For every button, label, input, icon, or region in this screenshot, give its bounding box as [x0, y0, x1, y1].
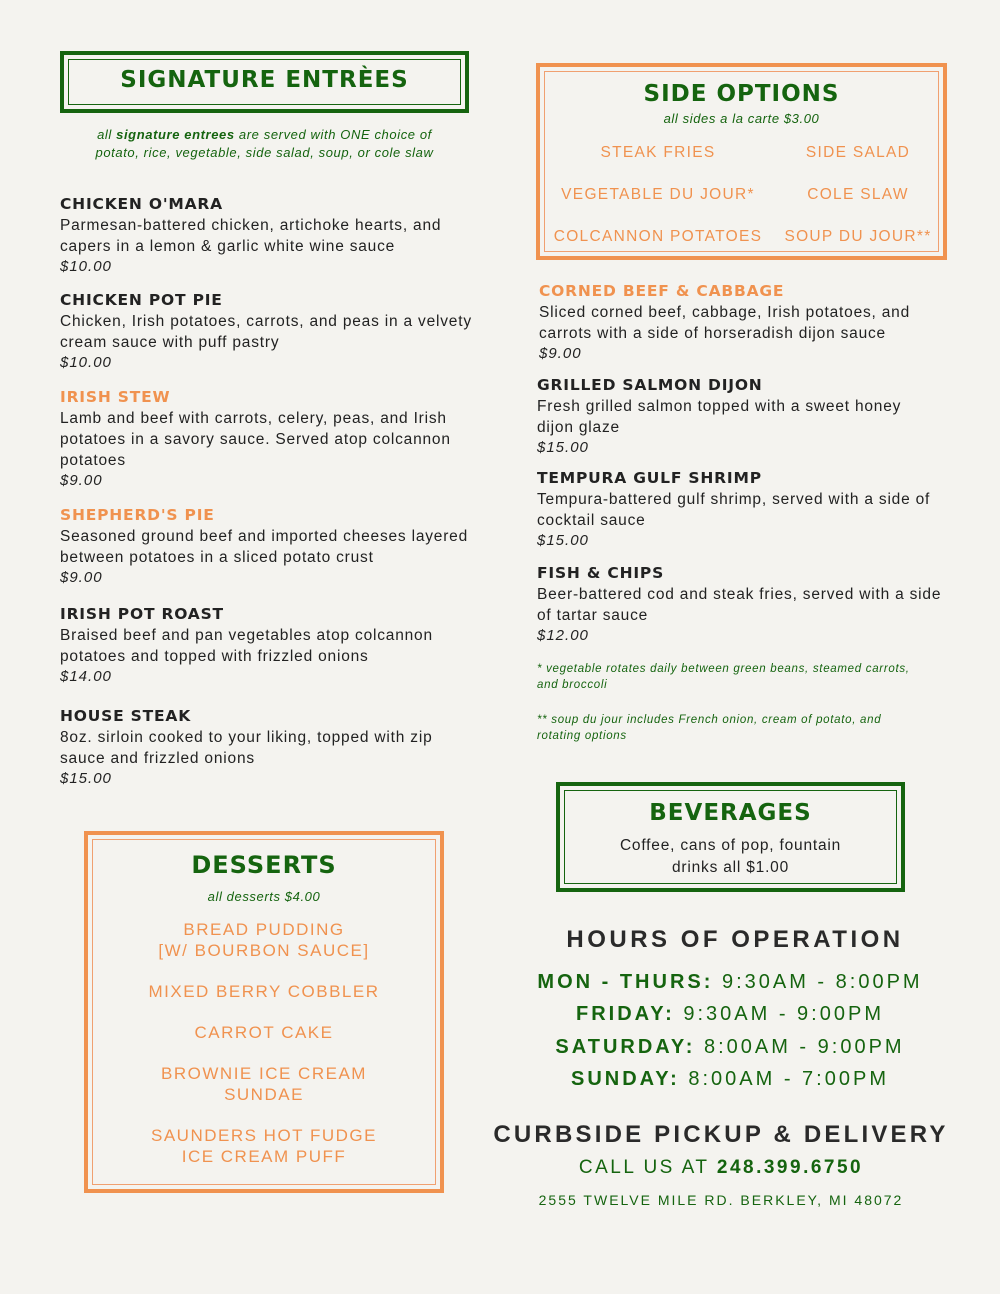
beverages-text: Coffee, cans of pop, fountain drinks all $1.00 [619, 837, 842, 876]
desserts-note: all desserts $4.00 [207, 889, 321, 904]
side-item: SIDE SALAD [805, 144, 911, 161]
item-price: $10.00 [60, 258, 112, 275]
item-description: Lamb and beef with carrots, celery, peas, and Irish potatoes in a savory sauce. Served atop colcannon potatoes [60, 410, 451, 469]
hours-title: HOURS OF OPERATION [566, 926, 904, 953]
side-options-note: all sides a la carte $3.00 [663, 111, 820, 126]
item-name: IRISH POT ROAST [60, 605, 224, 623]
item-name: CHICKEN O'MARA [60, 195, 223, 213]
item-description: Chicken, Irish potatoes, carrots, and peas in a velvety cream sauce with puff pastry [60, 313, 472, 351]
item-price: $10.00 [60, 354, 112, 371]
menu-item [60, 505, 480, 587]
menu-item [60, 706, 480, 788]
dessert-item: BROWNIE ICE CREAM SUNDAE [161, 1064, 367, 1104]
item-price: $9.00 [60, 569, 103, 586]
beverages-title: BEVERAGES [649, 800, 812, 826]
item-price: $15.00 [537, 439, 589, 456]
item-price: $15.00 [60, 770, 112, 787]
menu-item [60, 387, 480, 490]
item-description: Parmesan-battered chicken, artichoke hearts, and capers in a lemon & garlic white wine sauce [60, 217, 442, 255]
side-item: STEAK FRIES [600, 144, 716, 161]
item-price: $9.00 [539, 345, 582, 362]
beverages-box [556, 782, 905, 892]
menu-item [60, 194, 480, 276]
hours-row: SUNDAY: 8:00AM - 7:00PM [571, 1068, 889, 1090]
item-name: GRILLED SALMON DIJON [537, 376, 763, 394]
address: 2555 TWELVE MILE RD. BERKLEY, MI 48072 [538, 1192, 904, 1208]
item-name: IRISH STEW [60, 388, 171, 406]
hours-row: FRIDAY: 9:30AM - 9:00PM [576, 1003, 884, 1025]
item-name: HOUSE STEAK [60, 707, 192, 725]
item-description: Seasoned ground beef and imported cheeses layered between potatoes in a sliced potato crust [60, 528, 469, 566]
item-description: Sliced corned beef, cabbage, Irish potatoes, and carrots with a side of horseradish dijon sauce [539, 304, 911, 342]
item-description: Fresh grilled salmon topped with a sweet honey dijon glaze [537, 398, 902, 436]
menu-item [537, 468, 947, 550]
item-description: 8oz. sirloin cooked to your liking, topped with zip sauce and frizzled onions [60, 729, 433, 767]
item-name: TEMPURA GULF SHRIMP [537, 469, 762, 487]
item-name: CORNED BEEF & CABBAGE [539, 282, 785, 300]
call-us-line: CALL US AT 248.399.6750 [578, 1157, 864, 1178]
menu-item [537, 375, 947, 457]
item-price: $12.00 [537, 627, 589, 644]
phone-number[interactable]: 248.399.6750 [716, 1157, 864, 1178]
soup-footnote: ** soup du jour includes French onion, cream of potato, and rotating options [537, 714, 882, 742]
vegetable-footnote: * vegetable rotates daily between green beans, steamed carrots, and broccoli [537, 663, 910, 691]
item-name: FISH & CHIPS [537, 564, 665, 582]
signature-entrees-box [60, 51, 469, 113]
menu-item [60, 604, 480, 686]
menu-item [60, 290, 480, 372]
menu-item [539, 281, 949, 363]
item-price: $9.00 [60, 472, 103, 489]
desserts-title: DESSERTS [191, 851, 337, 879]
curbside-title: CURBSIDE PICKUP & DELIVERY [493, 1121, 949, 1148]
hours-row: MON - THURS: 9:30AM - 8:00PM [537, 971, 923, 993]
side-item: SOUP DU JOUR** [784, 228, 932, 245]
dessert-item: SAUNDERS HOT FUDGE ICE CREAM PUFF [151, 1126, 377, 1166]
item-description: Beer-battered cod and steak fries, served with a side of tartar sauce [537, 586, 942, 624]
item-price: $15.00 [537, 532, 589, 549]
hours-row: SATURDAY: 8:00AM - 9:00PM [555, 1036, 905, 1058]
signature-entrees-title: SIGNATURE ENTRÈES [120, 67, 409, 93]
dessert-item: MIXED BERRY COBBLER [148, 982, 380, 1001]
item-description: Braised beef and pan vegetables atop colcannon potatoes and topped with frizzled onions [60, 627, 433, 665]
side-item: COLE SLAW [807, 186, 909, 203]
side-item: COLCANNON POTATOES [553, 228, 763, 245]
item-price: $14.00 [60, 668, 112, 685]
item-name: SHEPHERD'S PIE [60, 506, 215, 524]
signature-entrees-note: all signature entrees are served with ONE choice of potato, rice, vegetable, side salad, soup, or cole slaw [95, 127, 434, 160]
item-name: CHICKEN POT PIE [60, 291, 223, 309]
item-description: Tempura-battered gulf shrimp, served with a side of cocktail sauce [537, 491, 931, 529]
side-item: VEGETABLE DU JOUR* [561, 186, 755, 203]
dessert-item: CARROT CAKE [194, 1023, 334, 1042]
dessert-item: BREAD PUDDING [W/ BOURBON SAUCE] [158, 920, 370, 960]
side-options-title: SIDE OPTIONS [643, 81, 840, 107]
menu-item [537, 563, 947, 645]
